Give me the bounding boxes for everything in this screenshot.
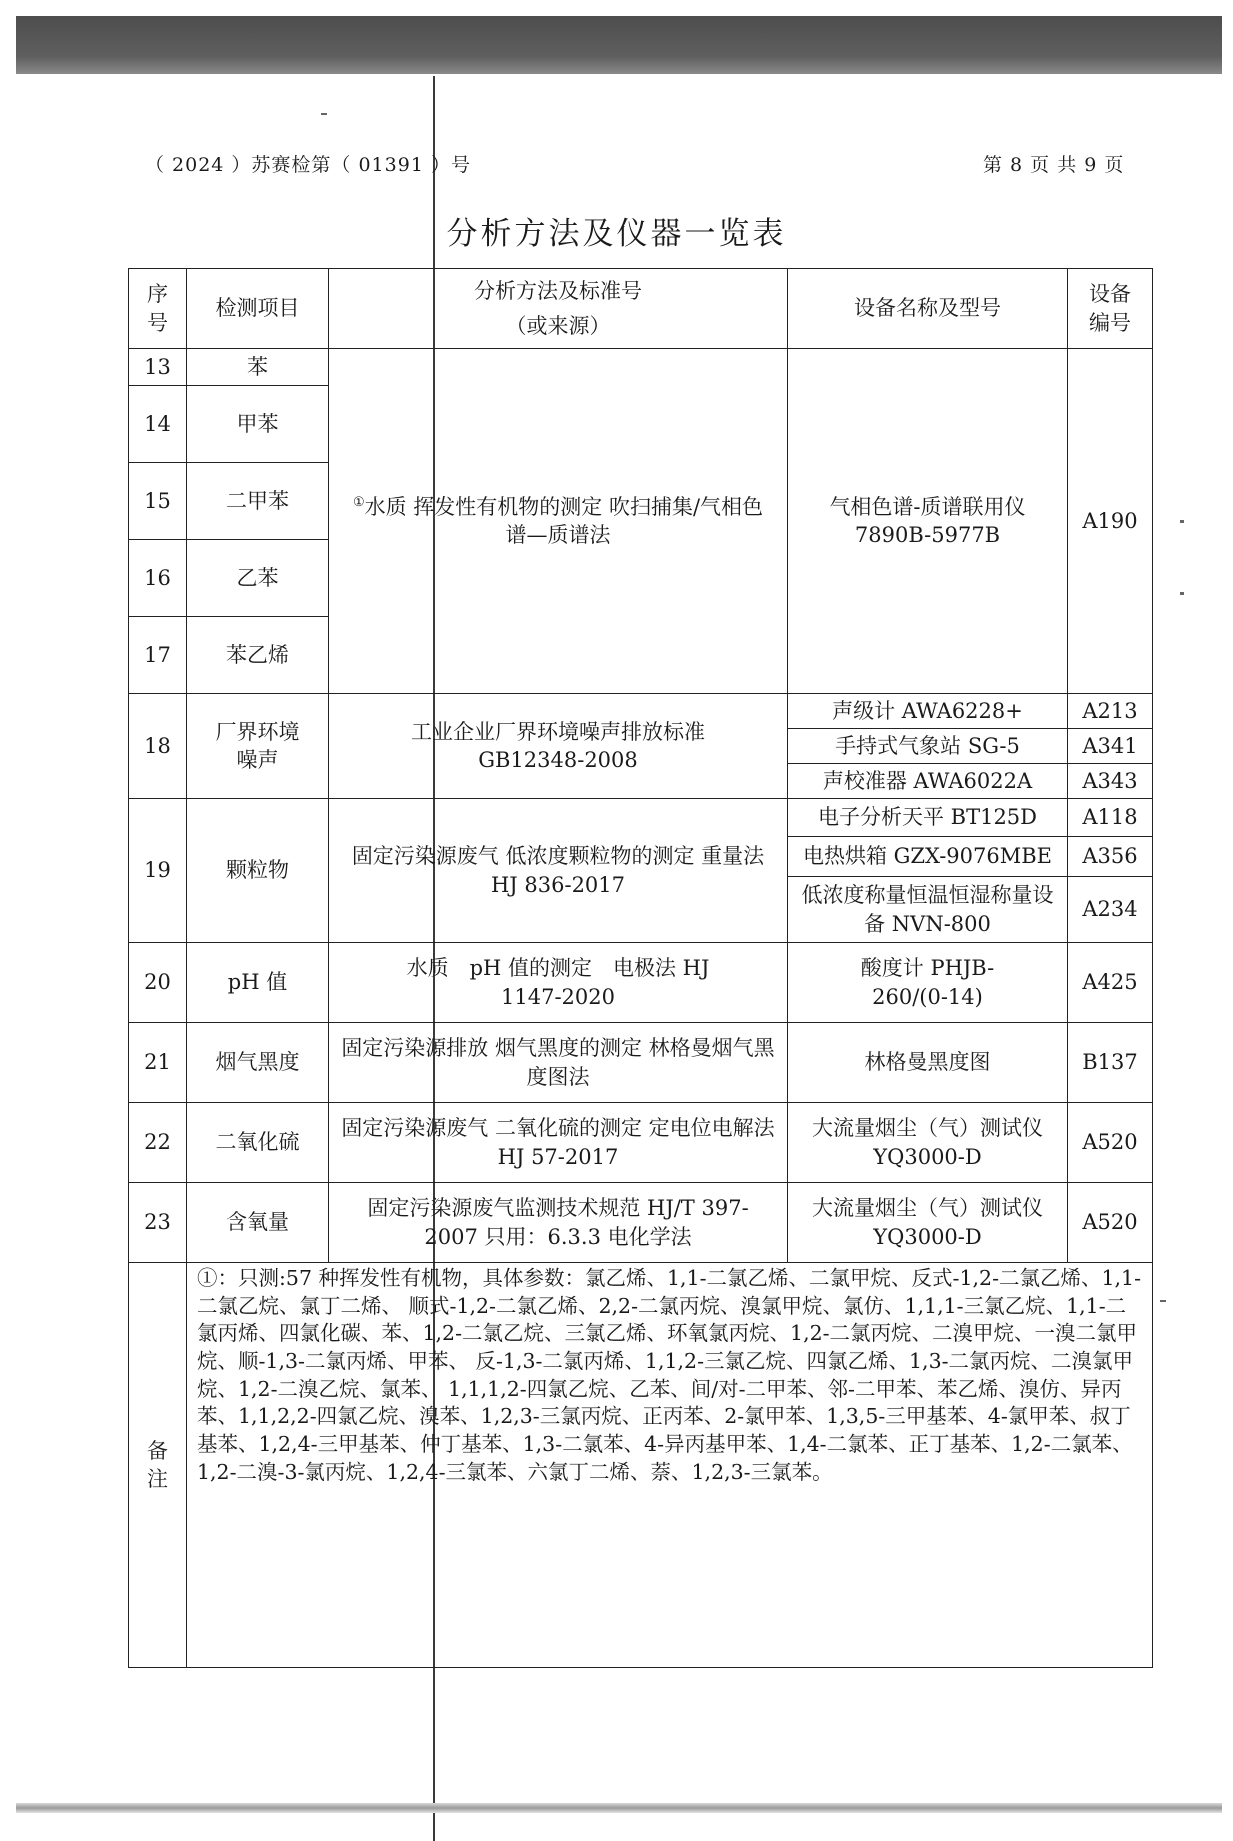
row-number: 21 (129, 1023, 187, 1103)
row-code: A213 (1068, 694, 1153, 729)
footnote-mark: ① (352, 494, 365, 510)
row-code: A341 (1068, 729, 1153, 764)
row-number: 19 (129, 799, 187, 943)
row-number: 17 (129, 617, 187, 694)
row-item: 颗粒物 (187, 799, 329, 943)
row-code: A520 (1068, 1103, 1153, 1183)
notes-row (129, 1263, 1153, 1668)
row-equipment: 大流量烟尘（气）测试仪 YQ3000-D (788, 1103, 1068, 1183)
header-equipment: 设备名称及型号 (788, 269, 1068, 349)
header-item: 检测项目 (187, 269, 329, 349)
row-equipment: 声级计 AWA6228+ (788, 694, 1068, 729)
voc-method-cell (329, 349, 788, 694)
row-number: 15 (129, 463, 187, 540)
row-number: 18 (129, 694, 187, 799)
row-code: B137 (1068, 1023, 1153, 1103)
row-number: 14 (129, 386, 187, 463)
row-item: 苯 (187, 349, 329, 386)
voc-method: 水质 挥发性有机物的测定 吹扫捕集/气相色谱—质谱法 (364, 494, 764, 547)
header-seq: 序号 (129, 269, 187, 349)
row-method: 固定污染源废气监测技术规范 HJ/T 397-2007 只用：6.3.3 电化学法 (329, 1183, 788, 1263)
row-item: 甲苯 (187, 386, 329, 463)
scan-speck (1180, 520, 1184, 523)
row-equipment: 低浓度称量恒温恒湿称量设备 NVN-800 (788, 877, 1068, 943)
document-title: 分析方法及仪器一览表 (446, 216, 787, 252)
table-row (129, 349, 1153, 386)
scan-top-band (16, 16, 1222, 74)
table-row (129, 694, 1153, 729)
notes-text: ①：只测:57 种挥发性有机物，具体参数：氯乙烯、1,1-二氯乙烯、二氯甲烷、反式-1,2-二氯乙烯、1,1-二氯乙烷、氯丁二烯、 顺式-1,2-二氯乙烯、2,2-二氯丙烷、溴氯甲烷、氯仿、1,1,1-三氯乙烷、1,1-二氯丙烯、四氯化碳、苯、1,2-二氯乙烷、三氯乙烯、环氧氯丙烷、1,2-二氯丙烷、二溴甲烷、一溴二氯甲烷、顺-1,3-二氯丙烯、甲苯、 反-1,3-二氯丙烯、1,1,2-三氯乙烷、四氯乙烯、1,3-二氯丙烷、二溴氯甲烷、1,2-二溴乙烷、氯苯、 1,1,1,2-四氯乙烷、乙苯、间/对-二甲苯、邻-二甲苯、苯乙烯、溴仿、异丙苯、1,1,2,2-四氯乙烷、溴苯、1,2,3-三氯丙烷、正丙苯、2-氯甲苯、1,3,5-三甲基苯、4-氯甲苯、叔丁基苯、1,2,4-三甲基苯、仲丁基苯、1,3-二氯苯、4-异丙基甲苯、1,4-二氯苯、正丁基苯、1,2-二氯苯、1,2-二溴-3-氯丙烷、1,2,4-三氯苯、六氯丁二烯、萘、1,2,3-三氯苯。 (187, 1263, 1153, 1668)
row-item: pH 值 (187, 943, 329, 1023)
scan-speck (321, 113, 327, 115)
table-row (129, 1103, 1153, 1183)
row-item: 二氧化硫 (187, 1103, 329, 1183)
row-item: 苯乙烯 (187, 617, 329, 694)
row-method: 固定污染源排放 烟气黑度的测定 林格曼烟气黑度图法 (329, 1023, 788, 1103)
table-header-row (129, 269, 1153, 349)
row-method: 固定污染源废气 低浓度颗粒物的测定 重量法 HJ 836-2017 (329, 799, 788, 943)
row-method: 工业企业厂界环境噪声排放标准 GB12348-2008 (329, 694, 788, 799)
header-method-line2: （或来源） (505, 313, 611, 338)
row-item: 乙苯 (187, 540, 329, 617)
row-number: 16 (129, 540, 187, 617)
scan-speck (1160, 1300, 1166, 1302)
row-item: 含氧量 (187, 1183, 329, 1263)
row-code: A118 (1068, 799, 1153, 837)
voc-equipment-code: A190 (1068, 349, 1153, 694)
row-number: 20 (129, 943, 187, 1023)
header-method-line1: 分析方法及标准号 (474, 279, 642, 304)
row-equipment: 林格曼黑度图 (788, 1023, 1068, 1103)
voc-equipment: 气相色谱-质谱联用仪 7890B-5977B (788, 349, 1068, 694)
row-code: A234 (1068, 877, 1153, 943)
row-code: A356 (1068, 837, 1153, 877)
row-item: 厂界环境噪声 (187, 694, 329, 799)
row-equipment: 大流量烟尘（气）测试仪 YQ3000-D (788, 1183, 1068, 1263)
table-row (129, 1183, 1153, 1263)
report-number: （ 2024 ）苏赛检第（ 01391 ）号 (145, 154, 471, 176)
row-equipment: 电热烘箱 GZX-9076MBE (788, 837, 1068, 877)
notes-label: 备注 (129, 1263, 187, 1668)
scan-speck (1180, 592, 1184, 595)
table-row (129, 799, 1153, 837)
row-method: 水质 pH 值的测定 电极法 HJ 1147-2020 (329, 943, 788, 1023)
row-method: 固定污染源废气 二氧化硫的测定 定电位电解法 HJ 57-2017 (329, 1103, 788, 1183)
method-instrument-table (128, 268, 1153, 1668)
row-number: 22 (129, 1103, 187, 1183)
row-equipment: 酸度计 PHJB-260/(0-14) (788, 943, 1068, 1023)
row-number: 13 (129, 349, 187, 386)
table-row (129, 943, 1153, 1023)
row-item: 二甲苯 (187, 463, 329, 540)
row-code: A343 (1068, 764, 1153, 799)
header-code: 设备编号 (1068, 269, 1153, 349)
row-equipment: 声校准器 AWA6022A (788, 764, 1068, 799)
row-code: A425 (1068, 943, 1153, 1023)
scan-bottom-band (16, 1803, 1222, 1813)
page-indicator: 第 8 页 共 9 页 (983, 154, 1125, 176)
row-number: 23 (129, 1183, 187, 1263)
header-method (329, 269, 788, 349)
row-equipment: 电子分析天平 BT125D (788, 799, 1068, 837)
row-equipment: 手持式气象站 SG-5 (788, 729, 1068, 764)
row-item: 烟气黑度 (187, 1023, 329, 1103)
table-row (129, 1023, 1153, 1103)
row-code: A520 (1068, 1183, 1153, 1263)
